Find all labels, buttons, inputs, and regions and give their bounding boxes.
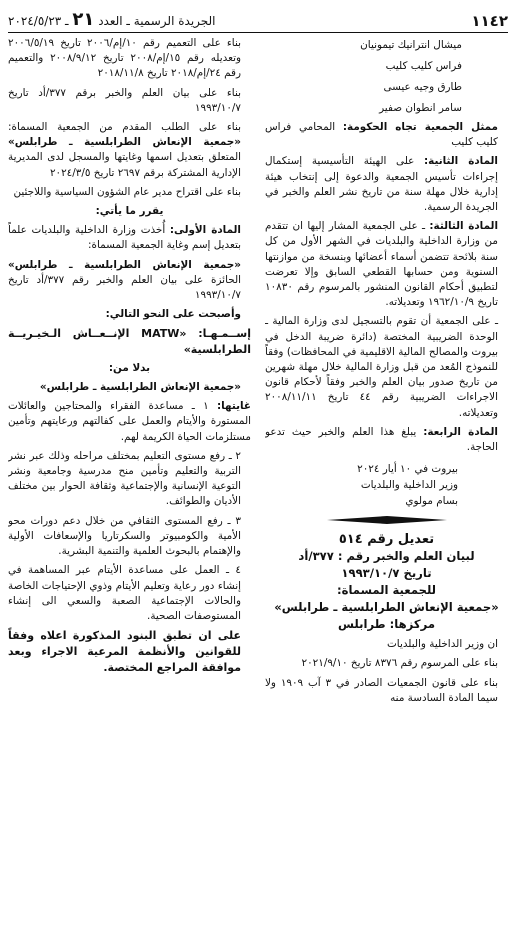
minister-intro: ان وزير الداخلية والبلديات (387, 638, 498, 651)
amendment-title: تعديل رقم ٥١٤ (338, 532, 435, 548)
request-intro: بناء على الطلب المقدم من الجمعية المسماة: (8, 121, 241, 134)
based-on-proposal: بناء على اقتراح مدير عام الشؤون السياسية واللاجئين (13, 185, 241, 198)
aim-4: ٤ ـ العمل على مساعدة الأيتام عبر المساهمة في إنشاء دور رعاية وتعليم الأيتام وذوي الإحتياجات الخاصة والحالات الإجتماعية الصعبة والسعي الى إنشاء المستوصفات الصحية. (8, 564, 241, 622)
new-name-value: «MATW الإنــعــاش الـخيـريــة الطرابلسية» (8, 327, 251, 356)
article-3-part-2: ـ على الجمعية أن تقوم بالتسجيل لدى وزارة المالية ـ الوحدة الضريبية المختصة (دائرة ضريبة الدخل في بيروت والمصالح المالية الاقليمية في المحافظات) وفقاً للنموذج المُعد من قبل وزارة المالية خلال مهلة شهرين من تاريخ صدور بيان العلم والخبر وفقاً لأحكام قانون الاجراءات الضريبية رقم ٤٤ تاريخ ٢٠٠٨/١١/١١ وتعديلاته. (265, 315, 498, 419)
running-head-prefix: الجريدة الرسمية ـ العدد (98, 14, 216, 28)
instead-of-heading: بدلا من: (108, 361, 151, 374)
hq-value: طرابلس (338, 617, 390, 632)
signature-title: وزير الداخلية والبلديات (360, 479, 458, 492)
new-name (8, 326, 251, 356)
aim-1 (8, 399, 251, 445)
article-2-text: على الهيئة التأسيسية إستكمال إجراءات تأسيس الجمعية والدعوة إلى إنتخاب هيئة إدارية خلال مهلة سنة من تاريخ نشر العلم والخبر في الجريدة الرسمية. (265, 155, 498, 214)
amendment-date: تاريخ ١٩٩٣/١٠/٧ (341, 566, 432, 581)
running-head-date: ـ ٢٠٢٤/٥/٢٣ (8, 14, 69, 28)
signature-block (265, 461, 508, 509)
issue-number: ٢١ (72, 9, 95, 30)
article-1-association (8, 258, 251, 304)
founder-name: سامر انطوان صفير (379, 102, 462, 114)
founder-name: طارق وجيه عيسى (383, 81, 462, 93)
article-1-text: أُخذت وزارة الداخلية والبلديات علماً بتعديل إسم وغاية الجمعية المسماة: (8, 224, 241, 252)
article-3-text: ـ على الجمعية المشار إليها ان تتقدم من وزارة الداخلية والبلديات في الشهر الأول من كل سنة بلائحة تتضمن أسماء أعضائها وبنسخة من موازنتها السنوية ومن حسابها القطعي السابق وإلا تعرضت لتطبيق أحكام القانون المنشور بالمرسوم رقم ١٠٨٣٠ تاريخ ١٩٦٢/١٠/٩ وتعديلاته. (265, 220, 498, 309)
amendment-heading (265, 531, 508, 633)
page-header (8, 8, 508, 33)
founder-name: فراس كليب كليب (385, 60, 462, 72)
article-2-label: المادة الثانية: (424, 155, 498, 168)
signature-date: بيروت في ١٠ أيار ٢٠٢٤ (357, 463, 458, 476)
amendment-statement-number: لبيان العلم والخبر رقم : ٣٧٧/أد (298, 549, 475, 564)
article-1-rest: الحائزة على بيان العلم والخبر رقم ٣٧٧/أد تاريخ ١٩٩٣/١٠/٧ (8, 273, 242, 302)
hq-label: مركزها: (389, 617, 435, 632)
article-4-label: المادة الرابعة: (423, 425, 498, 438)
aim-1-text: ١ ـ مساعدة الفقراء والمحتاجين والعائلات المستورة والأيتام والعمل على كفالتهم ورعايتهم وتأمين مستلزمات الحياة الكريمة لهم. (8, 400, 251, 443)
gov-rep-label: ممثل الجمعية تجاه الحكومة: (342, 121, 498, 133)
based-on-request (8, 120, 251, 181)
running-head (8, 9, 216, 32)
page-number: ١١٤٢ (471, 12, 508, 30)
aim-3: ٣ ـ رفع المستوى الثقافي من خلال دعم دورات محو الأمية والكومبيوتر والسكرتاريا والإسعافات الأولية والإهتمام بالبحوث العلمية والتنمية البشرية. (8, 514, 241, 558)
gov-representative (265, 120, 508, 150)
left-column (8, 36, 251, 918)
amendment-headquarters (265, 616, 508, 633)
new-name-label: إســمـهـا: (198, 327, 251, 341)
article-1 (8, 223, 251, 253)
aim-2: ٢ ـ رفع مستوى التعليم بمختلف مراحله وذلك عبر نشر التربية والتعليم وتأمين منح مدرسية وجامعية ونشر التوعية الإنسانية والإجتماعية وثقافة الحوار بين مختلف الأديان والطوائف. (8, 449, 241, 508)
request-details: المتعلق بتعديل اسمها وغايتها والمسجل لدى المديرية الإدارية المشتركة برقم ٢٦٩٧ تاريخ ٢٠٢٤/٣/٥ (8, 151, 241, 179)
article-4 (265, 425, 508, 455)
founders-list (265, 36, 508, 117)
based-on-law: بناء على قانون الجمعيات الصادر في ٣ آب ١٩٠٩ ولا سيما المادة السادسة منه (265, 676, 499, 704)
founder-name: ميشال انترانيك تيمونيان (360, 39, 462, 51)
aims-label: غايتها: (216, 400, 251, 413)
became-heading: وأصبحت على النحو التالي: (105, 308, 241, 321)
article-3-label: المادة الثالثة: (429, 220, 499, 233)
right-column (265, 36, 508, 918)
amendment-association-name: «جمعية الإنعاش الطرابلسية ـ طرابلس» (274, 600, 499, 615)
article-1-name: «جمعية الإنعاش الطرابلسية ـ طرابلس» (8, 258, 241, 271)
article-3 (265, 219, 508, 310)
article-1-label: المادة الأولى: (169, 224, 241, 237)
article-4-text: يبلغ هذا العلم والخبر حيث تدعو الحاجة. (265, 425, 498, 454)
old-name: «جمعية الإنعاش الطرابلسية ـ طرابلس» (39, 381, 241, 394)
article-2 (265, 154, 508, 215)
final-note: على ان تطبق البنود المذكورة اعلاه وفقاً للقوانين والأنظمة المرعية الاجراء وبعد موافقة المراجع المختصة. (8, 629, 241, 675)
based-on-circular: بناء على التعميم رقم ١٠/إم/٢٠٠٦ تاريخ ٢٠٠٦/٥/١٩ وتعديله رقم ١٥/إم/٢٠٠٨ تاريخ ٢٠٠٨/٩/١٢ والتعميم رقم ٢٤/إم/٢٠١٨ تاريخ ٢٠١٨/١١/٨ (8, 37, 241, 80)
based-on-decree: بناء على المرسوم رقم ٨٣٧٦ تاريخ ٢٠٢١/٩/١٠ (301, 657, 498, 670)
request-association-name: «جمعية الإنعاش الطرابلسية ـ طرابلس» (8, 136, 241, 149)
gov-rep-value: المحامي فراس كليب كليب (265, 121, 498, 149)
decision-heading: يقرر ما يأتي: (95, 205, 164, 218)
section-divider (327, 515, 447, 525)
based-on-statement: بناء على بيان العلم والخبر برقم ٣٧٧/أد تاريخ ١٩٩٣/١٠/٧ (8, 86, 241, 114)
amendment-for-association: للجمعية المسماة: (336, 583, 437, 598)
signature-name: بسام مولوي (405, 495, 458, 508)
